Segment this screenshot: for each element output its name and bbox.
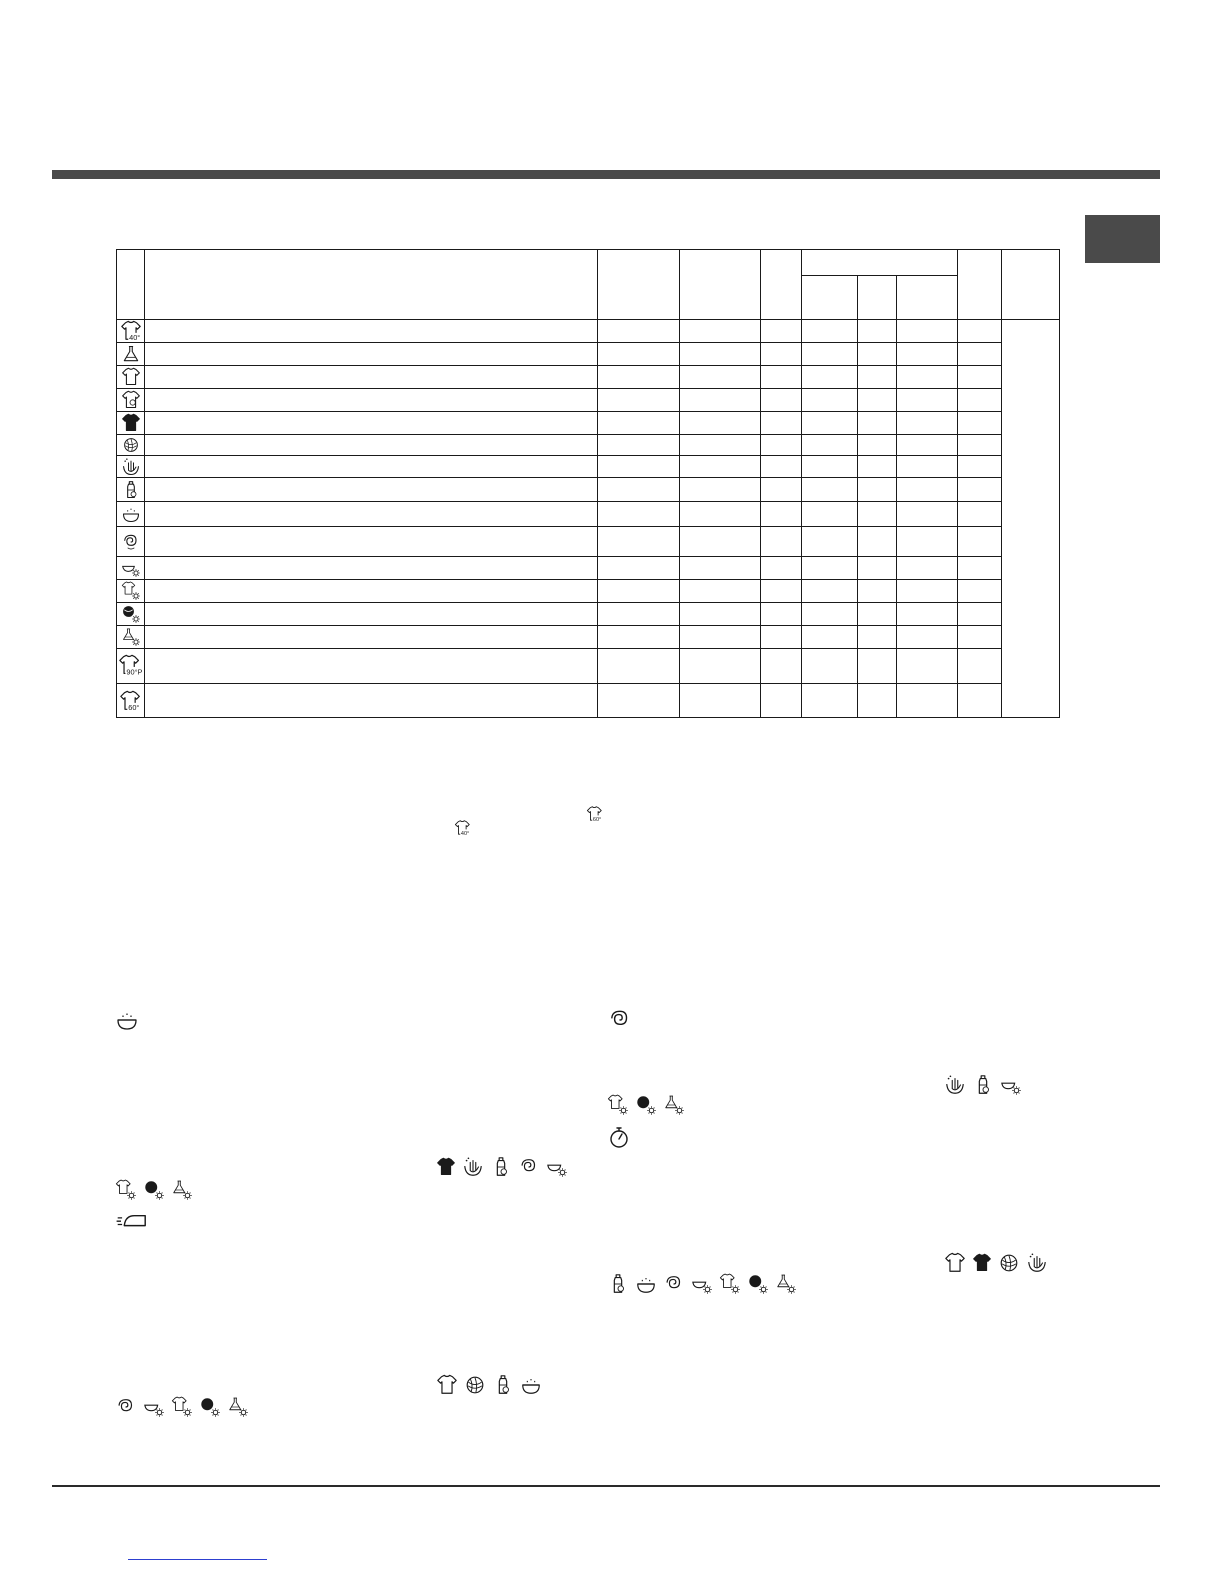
shirt-icon xyxy=(121,367,141,387)
row-icon-cell xyxy=(117,320,145,343)
mix-sun-icon xyxy=(121,558,141,578)
svg-text:60°: 60° xyxy=(127,702,139,712)
header-cell xyxy=(1002,250,1060,320)
table-row xyxy=(117,435,1060,456)
compatible-icons-group xyxy=(607,1093,685,1117)
svg-text:40°: 40° xyxy=(460,830,470,837)
table-row xyxy=(117,527,1060,557)
flask-sun-icon xyxy=(227,1396,249,1418)
table-row xyxy=(117,557,1060,580)
header-cell xyxy=(761,250,802,320)
footer-rule xyxy=(52,1485,1160,1487)
header-cell xyxy=(598,250,680,320)
shirt-icon xyxy=(436,1374,458,1396)
basin-icon xyxy=(635,1273,657,1295)
table-row xyxy=(117,603,1060,626)
mix-sun-icon xyxy=(691,1273,713,1295)
table-row xyxy=(117,502,1060,527)
shirt-stain-icon xyxy=(121,390,141,410)
subheader-cell xyxy=(858,276,897,320)
baby-bottle-icon xyxy=(492,1374,514,1396)
dark-shirt-icon xyxy=(121,413,141,433)
header-rule xyxy=(52,170,1160,179)
flask-sun-icon xyxy=(121,627,141,647)
subheader-cell xyxy=(897,276,958,320)
shirt-90p-icon xyxy=(118,653,144,679)
stopwatch-icon xyxy=(607,1126,631,1150)
ball-sun-icon xyxy=(199,1396,221,1418)
table-row xyxy=(117,343,1060,366)
svg-text:40°: 40° xyxy=(128,333,140,342)
table-row xyxy=(117,478,1060,502)
table-row xyxy=(117,580,1060,603)
header-cell xyxy=(680,250,761,320)
compatible-icons-group xyxy=(436,1155,568,1179)
shirt-sun-icon xyxy=(171,1396,193,1418)
svg-text:90°P: 90°P xyxy=(125,667,142,677)
programme-table xyxy=(116,249,1060,718)
table-row xyxy=(117,320,1060,343)
header-cell xyxy=(117,250,145,320)
table-row xyxy=(117,366,1060,389)
wool-ball-icon xyxy=(464,1374,486,1396)
shirt-sun-icon xyxy=(115,1179,137,1201)
spiral-icon xyxy=(607,1007,633,1033)
baby-bottle-icon xyxy=(972,1074,994,1096)
basin-icon xyxy=(121,504,141,524)
compatible-icons-group xyxy=(436,1373,542,1397)
dark-shirt-icon xyxy=(436,1157,456,1177)
shirt-sun-icon xyxy=(719,1273,741,1295)
spiral-icon xyxy=(115,1396,137,1418)
spiral-icon xyxy=(663,1273,685,1295)
hand-wash-icon xyxy=(944,1074,966,1096)
mix-sun-icon xyxy=(546,1156,568,1178)
shirt-60-icon xyxy=(119,689,143,713)
ball-sun-icon xyxy=(635,1094,657,1116)
table-row xyxy=(117,684,1060,718)
compatible-icons-group xyxy=(115,1395,249,1419)
flask-sun-icon xyxy=(775,1273,797,1295)
table-row xyxy=(117,389,1060,412)
compatible-icons-group xyxy=(944,1073,1022,1097)
baby-bottle-icon xyxy=(490,1156,512,1178)
baby-bottle-icon xyxy=(607,1273,629,1295)
ball-sun-icon xyxy=(121,604,141,624)
svg-text:60°: 60° xyxy=(592,816,602,823)
table-row xyxy=(117,456,1060,478)
subheader-cell xyxy=(802,276,858,320)
hand-wash-icon xyxy=(1026,1252,1048,1274)
compatible-icons-group xyxy=(115,1178,193,1202)
table-row xyxy=(117,649,1060,684)
header-cell xyxy=(958,250,1002,320)
mix-sun-icon xyxy=(143,1396,165,1418)
flask-sun-icon xyxy=(663,1094,685,1116)
wool-ball-icon xyxy=(122,436,140,454)
spiral-icon xyxy=(518,1156,540,1178)
language-tab-block xyxy=(1085,215,1160,263)
shirt-sun-icon xyxy=(607,1094,629,1116)
table-row xyxy=(117,412,1060,435)
table-header-row xyxy=(117,250,1060,276)
dark-shirt-icon xyxy=(972,1253,992,1273)
shirt-sun-icon xyxy=(121,581,141,601)
footer-link-underline[interactable] xyxy=(128,1559,267,1560)
mix-sun-icon xyxy=(1000,1074,1022,1096)
basin-icon xyxy=(520,1374,542,1396)
shirt-60-icon xyxy=(586,805,604,823)
spiral-icon xyxy=(121,530,141,554)
wool-ball-icon xyxy=(998,1252,1020,1274)
flask-sun-icon xyxy=(171,1179,193,1201)
shirt-40-icon xyxy=(120,320,142,342)
hand-wash-icon xyxy=(462,1156,484,1178)
shirt-40-icon xyxy=(454,819,472,837)
basin-icon xyxy=(115,1008,139,1032)
baby-bottle-icon xyxy=(121,480,141,500)
ball-sun-icon xyxy=(143,1179,165,1201)
merged-notes-cell xyxy=(1002,320,1060,718)
ball-sun-icon xyxy=(747,1273,769,1295)
table-row xyxy=(117,626,1060,649)
flask-icon xyxy=(121,344,141,364)
shirt-icon xyxy=(944,1252,966,1274)
header-cell xyxy=(145,250,598,320)
ironing-icon xyxy=(114,1208,150,1230)
compatible-icons-group xyxy=(944,1251,1048,1275)
compatible-icons-group xyxy=(607,1272,797,1296)
header-group-cell xyxy=(802,250,958,276)
hand-wash-icon xyxy=(121,457,141,477)
